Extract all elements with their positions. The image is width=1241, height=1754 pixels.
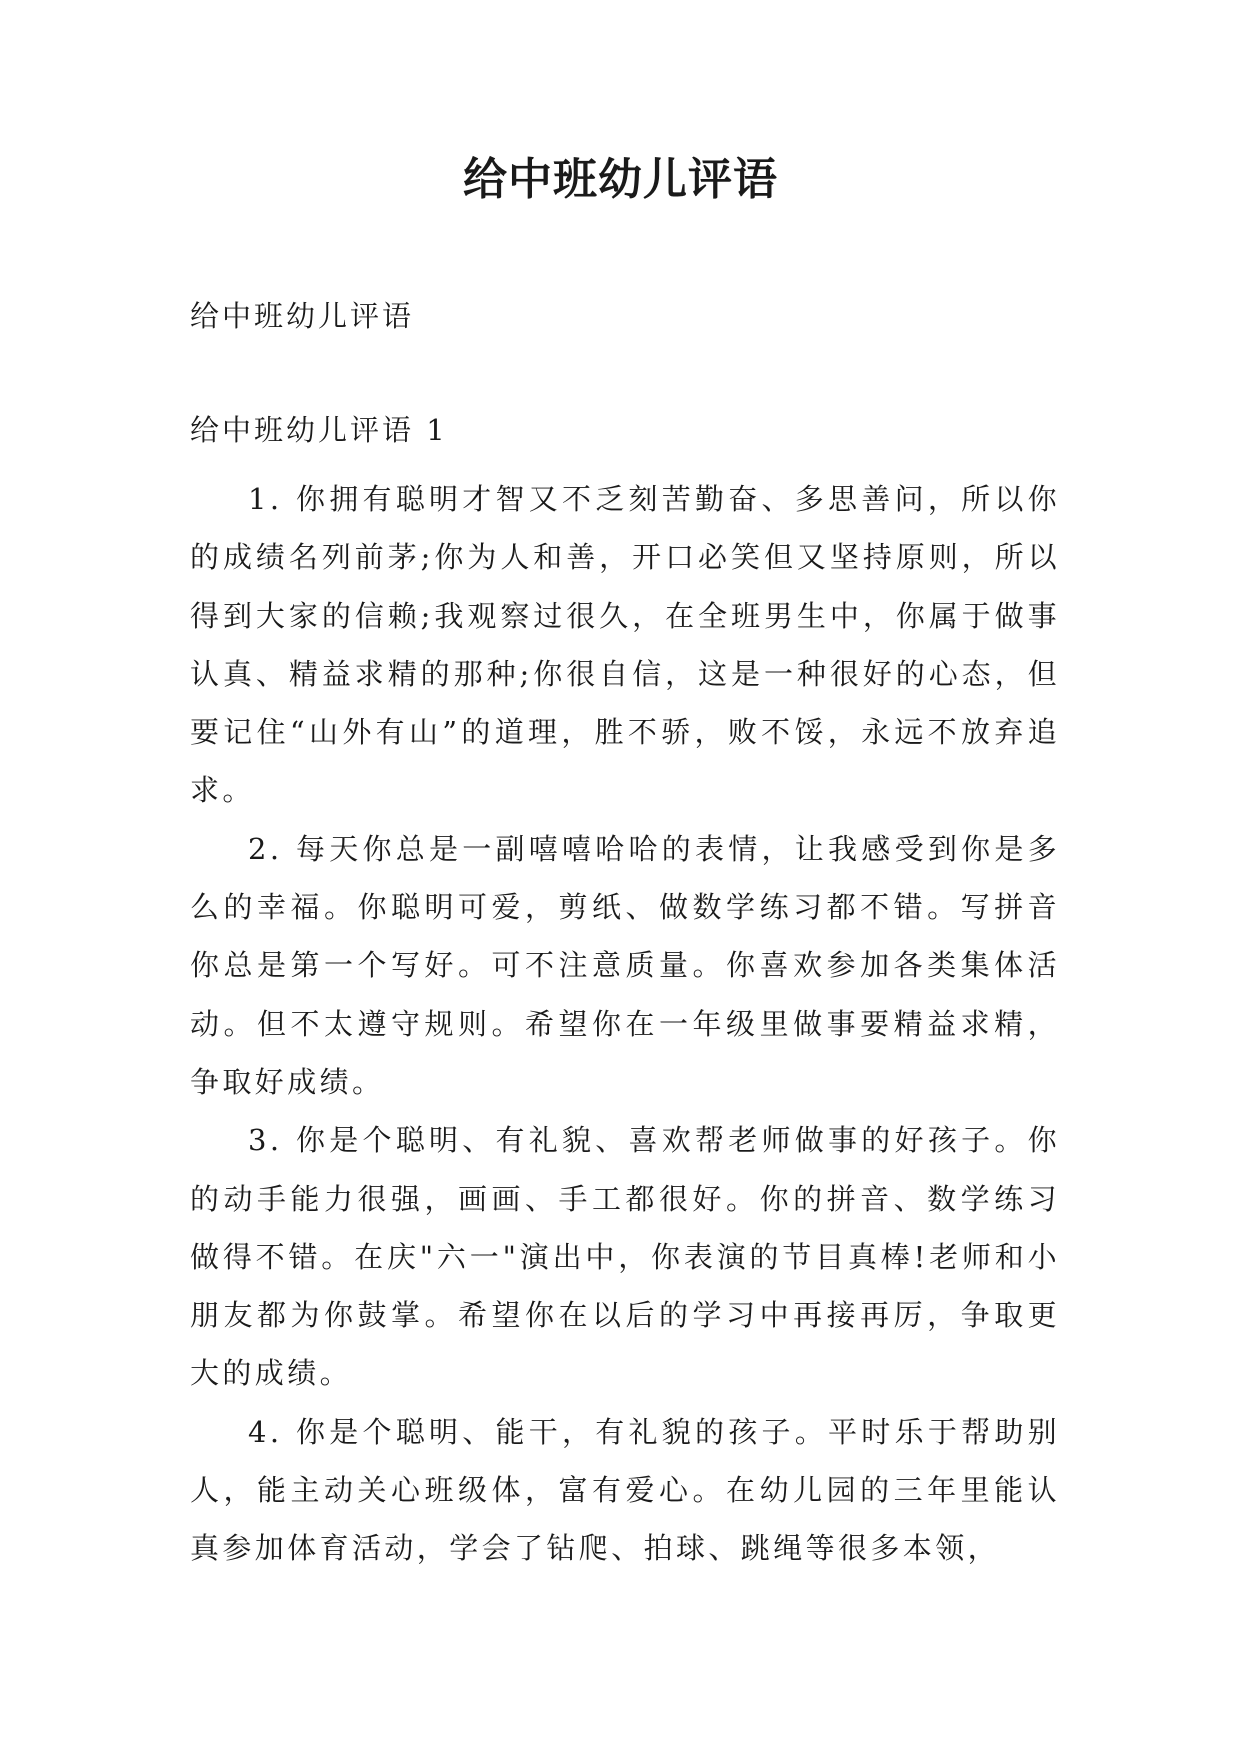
- section-heading: 给中班幼儿评语 1: [190, 413, 448, 447]
- paragraph-2: 2. 每天你总是一副嘻嘻哈哈的表情，让我感受到你是多么的幸福。你聪明可爱，剪纸、做数学练习都不错。写拼音你总是第一个写好。可不注意质量。你喜欢参加各类集体活动。但不太遵守规则。希望你在一年级里做事要精益求精，争取好成绩。: [190, 831, 1060, 1099]
- paragraph-1: 1. 你拥有聪明才智又不乏刻苦勤奋、多思善问，所以你的成绩名列前茅;你为人和善，开口必笑但又坚持原则，所以得到大家的信赖;我观察过很久，在全班男生中，你属于做事认真、精益求精的那种;你很自信，这是一种很好的心态，但要记住“山外有山”的道理，胜不骄，败不馁，永远不放弃追求。: [190, 482, 1060, 808]
- document-title: 给中班幼儿评语: [463, 154, 778, 205]
- paragraph-3: 3. 你是个聪明、有礼貌、喜欢帮老师做事的好孩子。你的动手能力很强，画画、手工都很好。你的拼音、数学练习做得不错。在庆"六一"演出中，你表演的节目真棒!老师和小朋友都为你鼓掌。希望你在以后的学习中再接再厉，争取更大的成绩。: [190, 1123, 1060, 1391]
- paragraph-4: 4. 你是个聪明、能干，有礼貌的孩子。平时乐于帮助别人，能主动关心班级体，富有爱心。在幼儿园的三年里能认真参加体育活动，学会了钻爬、拍球、跳绳等很多本领，: [190, 1414, 1060, 1566]
- body-text: [190, 470, 1060, 1578]
- document-subtitle: 给中班幼儿评语: [190, 299, 415, 333]
